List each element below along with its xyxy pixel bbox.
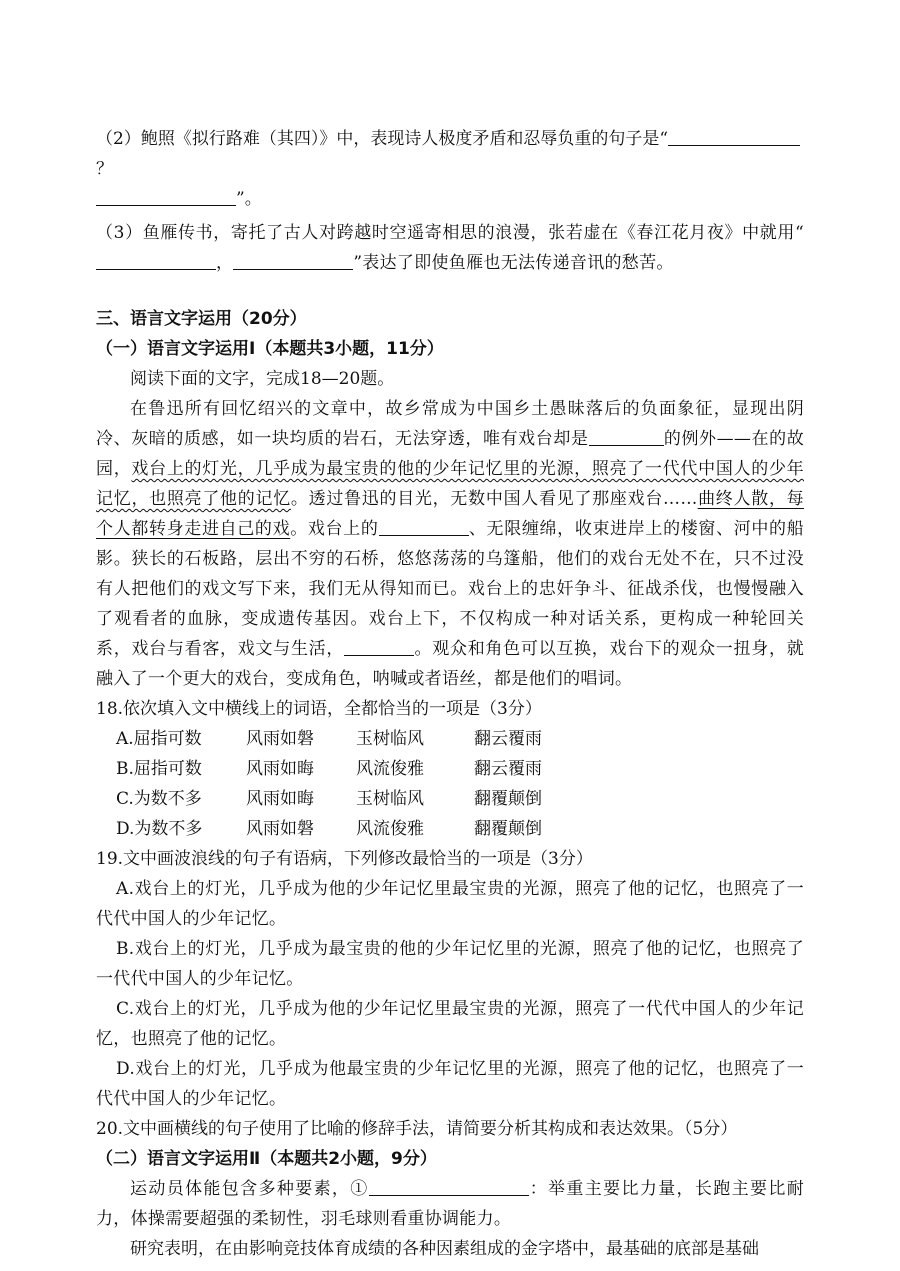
instruction: 阅读下面的文字，完成18—20题。 (130, 369, 395, 389)
q17-item2 (96, 124, 804, 214)
answer-blank[interactable] (589, 425, 664, 446)
q20-stem: 20.文中画横线的句子使用了比喻的修辞手法，请简要分析其构成和表达效果。（5分） (96, 1119, 738, 1139)
wavy-sentence: 戏台上的灯光，几乎成为最宝贵的他的少年记忆里的光源，照亮了一代代中国人的少年记忆，也照亮了他的记忆 (96, 459, 804, 509)
underlined-sentence: 曲终人散，每个人都转身走进自己的戏 (96, 489, 804, 539)
answer-blank[interactable] (668, 125, 800, 146)
quote-end: ”。 (236, 189, 262, 209)
passage (96, 394, 804, 694)
answer-blank[interactable] (379, 515, 469, 536)
passage-text: 。透过鲁迅的目光，无数中国人看见了那座戏台…… (290, 489, 698, 509)
passage-text: 、无限缠绵，收束进岸上的楼窗、河中的船影。狭长的石板路，层出不穷的石桥，悠悠荡荡的乌篷船，他们的戏台无处不在，只不过没有人把他们的戏文写下来，我们无从得知而已。戏台上的忠奸争斗、征战杀伐，也慢慢融入了观看者的血脉，变成遗传基因。戏台上下，不仅构成一种对话关系，更构成一种轮回关系，戏台与看客，戏文与生活， (96, 519, 805, 659)
q17-item3-prefix: （3）鱼雁传书，寄托了古人对跨越时空遥寄相思的浪漫，张若虚在《春江花月夜》中就用“ (96, 223, 804, 243)
q18-option-b[interactable]: B.屈指可数 风雨如晦 风流俊雅 翻云覆雨 (116, 759, 542, 779)
q18-stem: 18.依次填入文中横线上的词语，全都恰当的一项是（3分） (96, 699, 542, 719)
answer-blank[interactable] (96, 185, 236, 206)
q19-stem: 19.文中画波浪线的句子有语病，下列修改最恰当的一项是（3分） (96, 849, 593, 869)
q18-option-c[interactable]: C.为数不多 风雨如晦 玉树临风 翻覆颠倒 (116, 789, 542, 809)
answer-blank[interactable] (96, 249, 216, 270)
q17-item3-end: ”表达了即使鱼雁也无法传递音讯的愁苦。 (353, 253, 674, 273)
passage-text: 在鲁迅所有回忆绍兴的文章中，故乡常成为中国乡土愚昧落后的负面象征，显现出阴冷、灰暗的质感，如一块均质的岩石，无法穿透，唯有戏台却是 (96, 399, 804, 449)
q17-item3 (96, 218, 804, 278)
q17-item2-prefix: （2）鲍照《拟行路难（其四）》中，表现诗人极度矛盾和忍辱负重的句子是“ (96, 129, 669, 149)
passage-text: 的例外——在的故园， (96, 429, 804, 479)
part2-title: （二）语言文字运用Ⅱ（本题共2小题，9分） (96, 1149, 437, 1169)
part1-title: （一）语言文字运用Ⅰ（本题共3小题，11分） (96, 339, 444, 359)
comma: ， (216, 253, 234, 273)
answer-blank[interactable] (369, 1175, 529, 1196)
question-mark: ？ (96, 159, 113, 179)
part2-text: ：举重主要比力量，长跑主要比耐力，体操需要超强的柔韧性，羽毛球则看重协调能力。 (96, 1179, 804, 1229)
q18-option-a[interactable]: A.屈指可数 风雨如磐 玉树临风 翻云覆雨 (116, 729, 542, 749)
q19-option-d[interactable]: D.戏台上的灯光，几乎成为他最宝贵的少年记忆里的光源，照亮了他的记忆，也照亮了一代代中国人的少年记忆。 (96, 1059, 804, 1109)
passage-text: 。戏台上的 (290, 519, 379, 539)
answer-blank[interactable] (233, 249, 353, 270)
q19-option-c[interactable]: C.戏台上的灯光，几乎成为他的少年记忆里最宝贵的光源，照亮了一代代中国人的少年记忆，也照亮了他的记忆。 (96, 999, 804, 1049)
part2-paragraph-1 (96, 1174, 804, 1234)
part2-paragraph-2: 研究表明，在由影响竞技体育成绩的各种因素组成的金字塔中，最基础的底部是基础 (130, 1239, 759, 1259)
q19-option-b[interactable]: B.戏台上的灯光，几乎成为最宝贵的他的少年记忆里的光源，照亮了他的记忆，也照亮了一代代中国人的少年记忆。 (96, 939, 804, 989)
q19-option-a[interactable]: A.戏台上的灯光，几乎成为他的少年记忆里最宝贵的光源，照亮了他的记忆，也照亮了一代代中国人的少年记忆。 (96, 879, 804, 929)
q18-option-d[interactable]: D.为数不多 风雨如磐 风流俊雅 翻覆颠倒 (116, 819, 542, 839)
part2-text: 运动员体能包含多种要素，① (130, 1179, 369, 1199)
passage-text: 。观众和角色可以互换，戏台下的观众一扭身，就融入了一个更大的戏台，变成角色，呐喊或者语丝，都是他们的唱词。 (96, 639, 804, 689)
section-title: 三、语言文字运用（20分） (96, 309, 307, 329)
answer-blank[interactable] (344, 635, 414, 656)
